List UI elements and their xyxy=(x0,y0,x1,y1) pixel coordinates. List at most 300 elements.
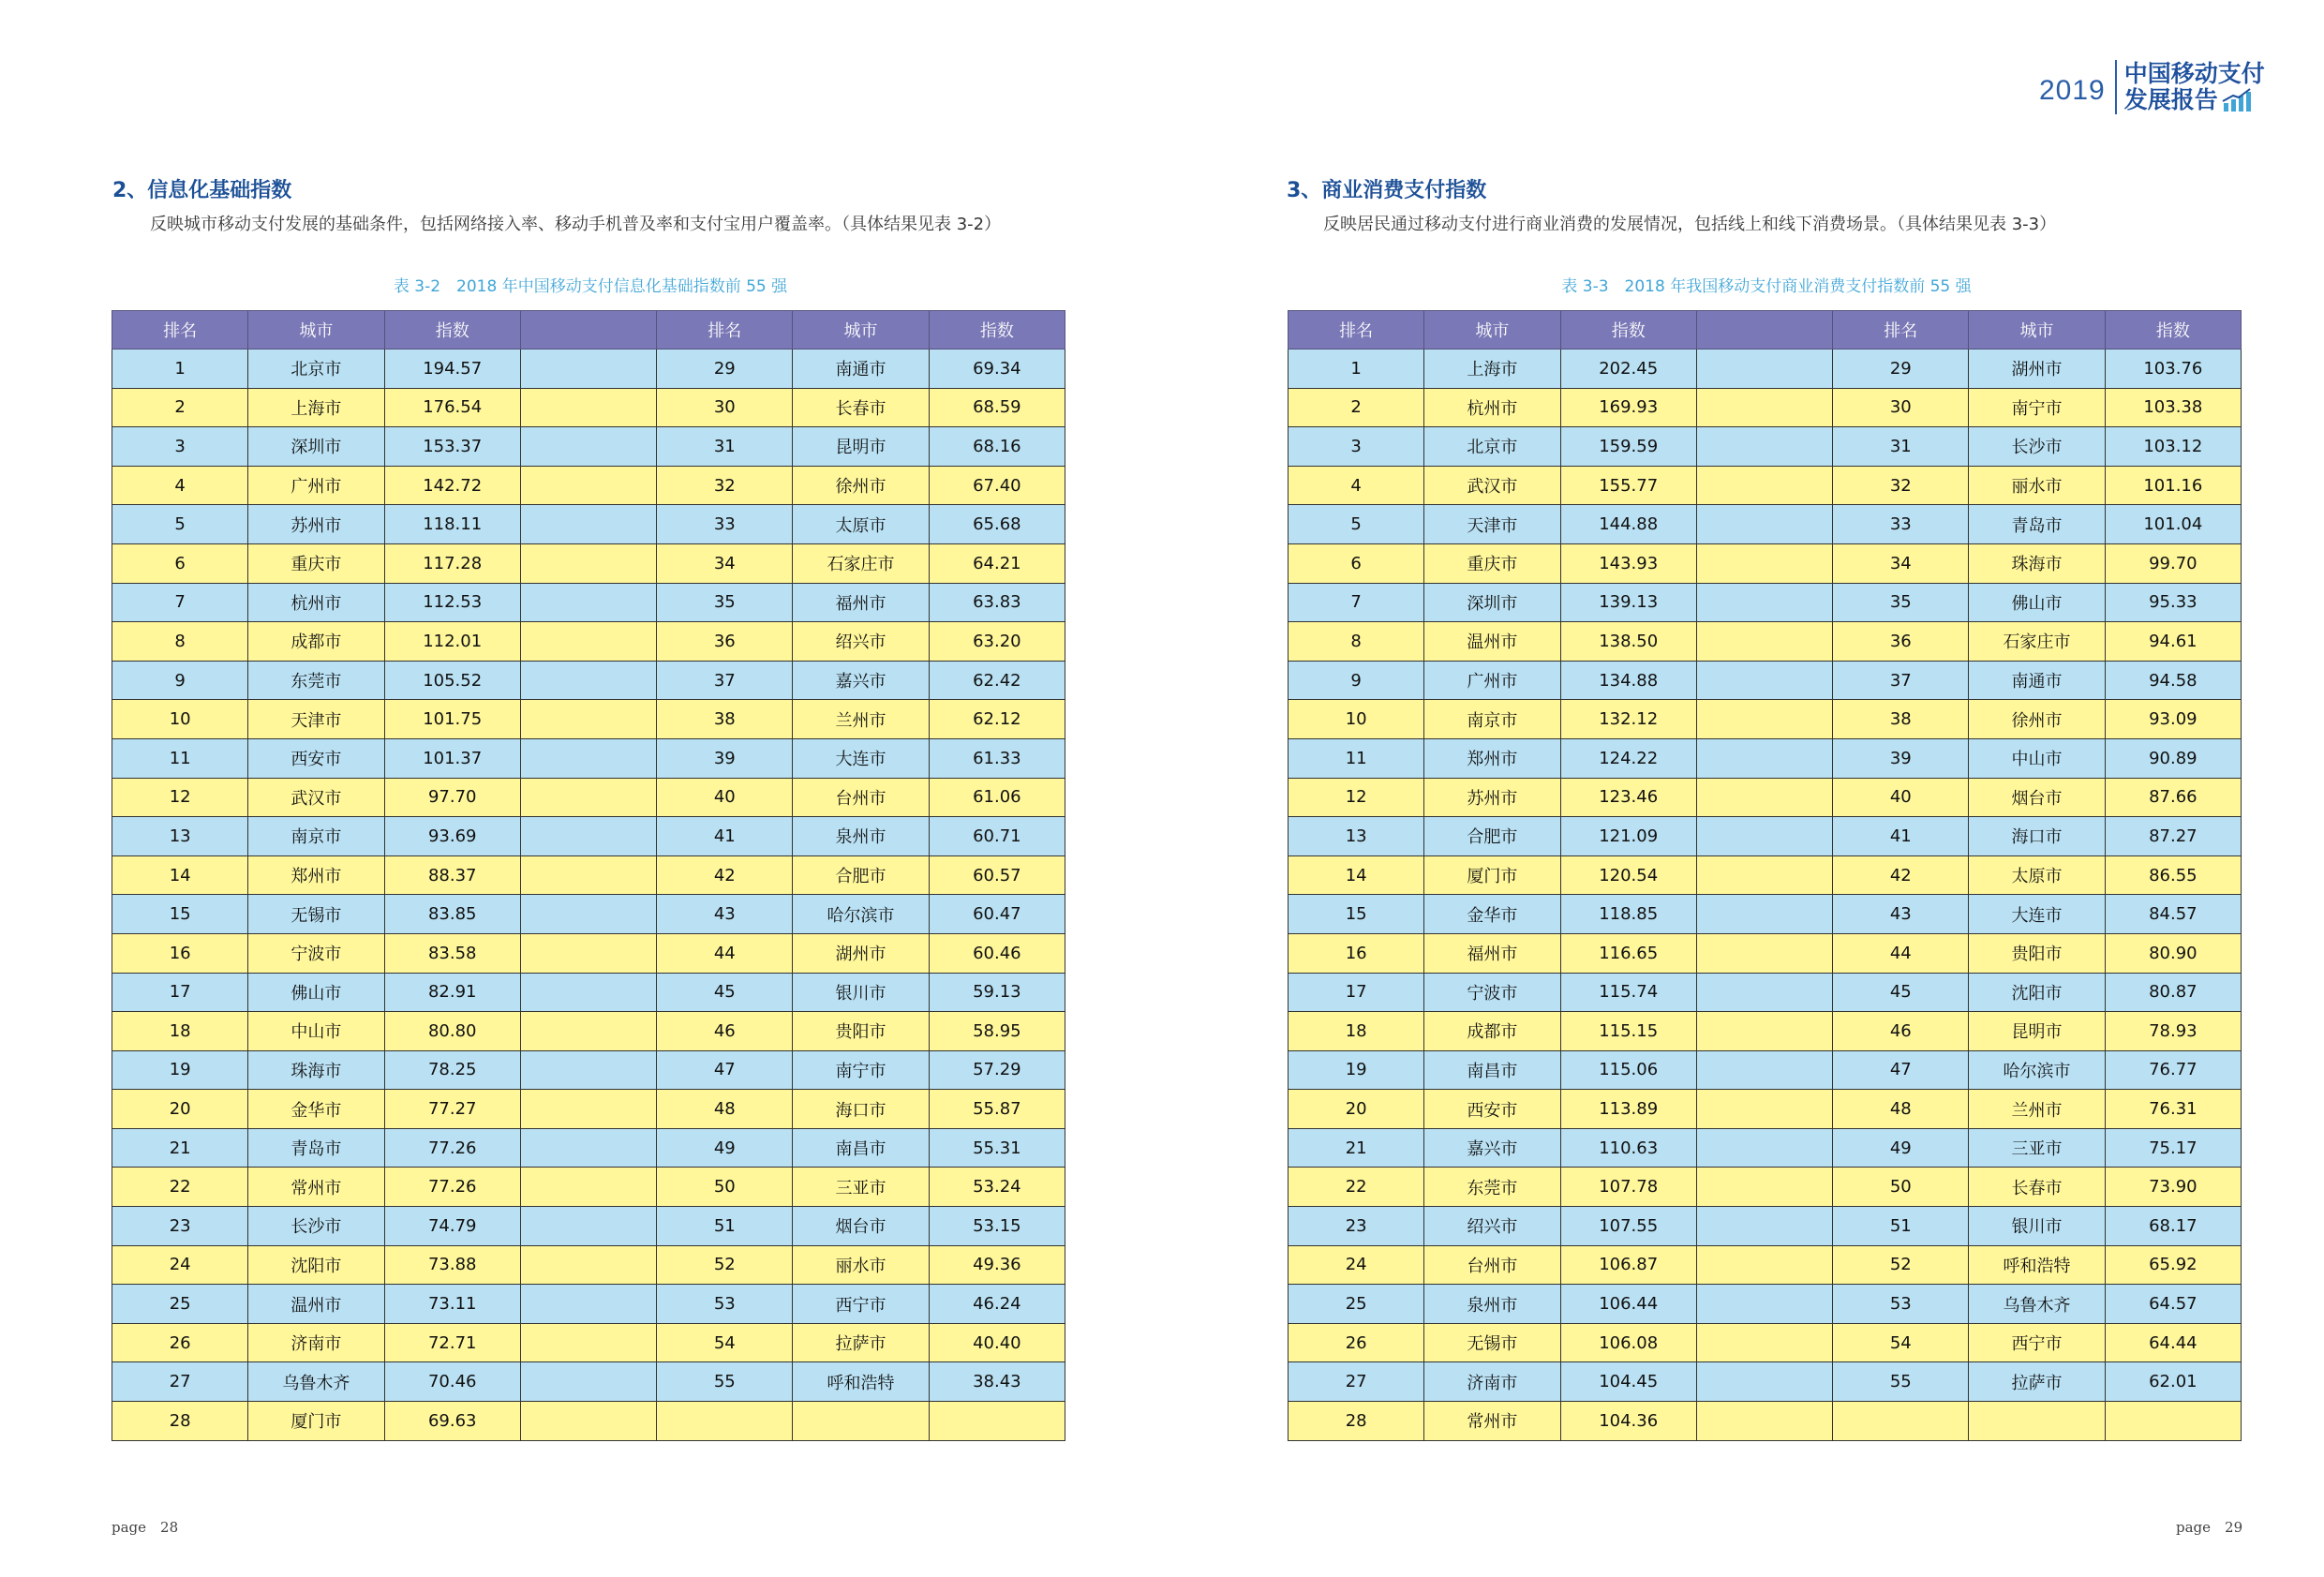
table-header-row xyxy=(112,311,1065,350)
table-cell: 83.85 xyxy=(384,895,520,934)
table-cell xyxy=(520,1128,656,1168)
logo-title-line2: 发展报告 xyxy=(2123,86,2218,113)
table-cell: 31 xyxy=(1833,427,1969,467)
table-cell: 55.87 xyxy=(929,1090,1065,1129)
table-cell: 32 xyxy=(657,466,793,505)
table-cell: 155.77 xyxy=(1560,466,1696,505)
table-cell: 福州市 xyxy=(1424,933,1560,973)
table-cell xyxy=(520,1012,656,1051)
table-cell: 120.54 xyxy=(1560,855,1696,895)
table-row xyxy=(1289,622,2242,662)
table-cell: 112.01 xyxy=(384,622,520,662)
table-row xyxy=(112,1245,1065,1285)
table-cell: 144.88 xyxy=(1560,505,1696,544)
table-row xyxy=(1289,427,2242,467)
table-cell: 50 xyxy=(1833,1168,1969,1207)
table-cell: 132.12 xyxy=(1560,700,1696,739)
table-cell: 18 xyxy=(112,1012,248,1051)
column-header xyxy=(1696,311,1832,350)
table-cell: 昆明市 xyxy=(793,427,929,467)
table-cell: 94.61 xyxy=(2105,622,2241,662)
table-cell: 济南市 xyxy=(1424,1362,1560,1402)
table-cell: 101.75 xyxy=(384,700,520,739)
table-cell: 3 xyxy=(1289,427,1424,467)
table-cell xyxy=(520,1285,656,1324)
table-row xyxy=(1289,466,2242,505)
table-cell: 厦门市 xyxy=(1424,855,1560,895)
table-cell: 103.76 xyxy=(2105,350,2241,389)
table-cell: 121.09 xyxy=(1560,817,1696,856)
table-row xyxy=(112,1362,1065,1402)
table-cell xyxy=(1696,1323,1832,1362)
table-cell: 烟台市 xyxy=(1969,778,2105,817)
table-row xyxy=(112,933,1065,973)
table-cell: 17 xyxy=(112,973,248,1012)
table-cell: 13 xyxy=(1289,817,1424,856)
table-row xyxy=(1289,505,2242,544)
table-cell: 104.36 xyxy=(1560,1402,1696,1441)
table-cell: 106.08 xyxy=(1560,1323,1696,1362)
table-cell: 101.16 xyxy=(2105,466,2241,505)
table-cell: 55 xyxy=(1833,1362,1969,1402)
table-cell: 大连市 xyxy=(793,738,929,778)
table-cell xyxy=(520,700,656,739)
table-cell xyxy=(520,1402,656,1441)
table-cell xyxy=(520,388,656,427)
table-row xyxy=(112,1323,1065,1362)
table-cell: 49.36 xyxy=(929,1245,1065,1285)
table-cell: 南京市 xyxy=(248,817,384,856)
table-cell: 23 xyxy=(1289,1207,1424,1246)
table-cell: 101.37 xyxy=(384,738,520,778)
table-cell: 金华市 xyxy=(248,1090,384,1129)
table-cell: 2 xyxy=(112,388,248,427)
table-cell: 70.46 xyxy=(384,1362,520,1402)
table-cell: 19 xyxy=(1289,1050,1424,1090)
table-cell: 东莞市 xyxy=(248,661,384,700)
table-cell: 84.57 xyxy=(2105,895,2241,934)
column-header: 排名 xyxy=(1289,311,1424,350)
table-row xyxy=(1289,1323,2242,1362)
table-cell: 46 xyxy=(1833,1012,1969,1051)
table-cell: 53 xyxy=(1833,1285,1969,1324)
table-cell: 75.17 xyxy=(2105,1128,2241,1168)
table-cell xyxy=(1696,505,1832,544)
table-cell xyxy=(520,1050,656,1090)
table-cell: 11 xyxy=(112,738,248,778)
table-cell: 63.20 xyxy=(929,622,1065,662)
table-cell xyxy=(520,466,656,505)
column-header: 指数 xyxy=(2105,311,2241,350)
table-row xyxy=(1289,973,2242,1012)
table-cell: 大连市 xyxy=(1969,895,2105,934)
table-cell: 西宁市 xyxy=(793,1285,929,1324)
table-cell: 湖州市 xyxy=(793,933,929,973)
right-table-body xyxy=(1289,350,2242,1441)
table-cell xyxy=(1696,933,1832,973)
table-row xyxy=(1289,350,2242,389)
table-cell: 上海市 xyxy=(1424,350,1560,389)
table-cell: 58.95 xyxy=(929,1012,1065,1051)
table-row xyxy=(1289,1168,2242,1207)
table-cell xyxy=(1696,1168,1832,1207)
table-cell: 73.90 xyxy=(2105,1168,2241,1207)
table-cell: 77.26 xyxy=(384,1168,520,1207)
table-cell: 3 xyxy=(112,427,248,467)
table-cell: 80.90 xyxy=(2105,933,2241,973)
table-cell: 83.58 xyxy=(384,933,520,973)
table-row xyxy=(1289,700,2242,739)
table-cell: 沈阳市 xyxy=(248,1245,384,1285)
table-cell: 20 xyxy=(112,1090,248,1129)
table-cell: 64.44 xyxy=(2105,1323,2241,1362)
table-cell: 台州市 xyxy=(793,778,929,817)
table-cell: 27 xyxy=(1289,1362,1424,1402)
table-cell: 53 xyxy=(657,1285,793,1324)
table-cell xyxy=(520,933,656,973)
table-cell: 55 xyxy=(657,1362,793,1402)
table-cell: 10 xyxy=(1289,700,1424,739)
table-cell: 40 xyxy=(1833,778,1969,817)
table-cell: 60.57 xyxy=(929,855,1065,895)
table-cell: 74.79 xyxy=(384,1207,520,1246)
table-cell: 46.24 xyxy=(929,1285,1065,1324)
table-row xyxy=(112,661,1065,700)
table-cell: 三亚市 xyxy=(1969,1128,2105,1168)
table-row xyxy=(1289,1285,2242,1324)
table-cell: 泉州市 xyxy=(1424,1285,1560,1324)
table-cell: 39 xyxy=(1833,738,1969,778)
table-cell: 55.31 xyxy=(929,1128,1065,1168)
table-cell xyxy=(1696,738,1832,778)
table-cell: 26 xyxy=(1289,1323,1424,1362)
column-header: 指数 xyxy=(929,311,1065,350)
table-cell: 41 xyxy=(657,817,793,856)
table-cell: 194.57 xyxy=(384,350,520,389)
table-cell: 长沙市 xyxy=(1969,427,2105,467)
table-cell: 41 xyxy=(1833,817,1969,856)
table-cell: 丽水市 xyxy=(1969,466,2105,505)
bar-chart-icon xyxy=(2222,88,2252,112)
table-row xyxy=(1289,1090,2242,1129)
table-cell: 35 xyxy=(1833,583,1969,622)
table-cell: 153.37 xyxy=(384,427,520,467)
table-cell: 18 xyxy=(1289,1012,1424,1051)
table-cell: 成都市 xyxy=(248,622,384,662)
table-cell: 合肥市 xyxy=(793,855,929,895)
table-cell: 37 xyxy=(1833,661,1969,700)
table-cell: 115.06 xyxy=(1560,1050,1696,1090)
table-cell: 合肥市 xyxy=(1424,817,1560,856)
table-cell: 61.33 xyxy=(929,738,1065,778)
table-cell xyxy=(1696,466,1832,505)
table-cell: 77.27 xyxy=(384,1090,520,1129)
table-cell xyxy=(520,738,656,778)
table-cell: 24 xyxy=(1289,1245,1424,1285)
table-row xyxy=(112,1128,1065,1168)
table-cell: 93.69 xyxy=(384,817,520,856)
table-cell: 67.40 xyxy=(929,466,1065,505)
table-row xyxy=(1289,1050,2242,1090)
table-cell xyxy=(929,1402,1065,1441)
table-cell: 广州市 xyxy=(248,466,384,505)
table-cell: 80.87 xyxy=(2105,973,2241,1012)
table-cell: 重庆市 xyxy=(1424,543,1560,583)
table-cell: 广州市 xyxy=(1424,661,1560,700)
column-header: 城市 xyxy=(1969,311,2105,350)
table-cell: 80.80 xyxy=(384,1012,520,1051)
table-cell: 南通市 xyxy=(1969,661,2105,700)
table-cell: 济南市 xyxy=(248,1323,384,1362)
table-cell: 海口市 xyxy=(793,1090,929,1129)
table-cell xyxy=(520,583,656,622)
table-cell: 16 xyxy=(112,933,248,973)
table-cell: 82.91 xyxy=(384,973,520,1012)
table-cell xyxy=(520,895,656,934)
table-cell xyxy=(520,543,656,583)
table-cell: 29 xyxy=(1833,350,1969,389)
column-header: 指数 xyxy=(384,311,520,350)
page-number-left: page 28 xyxy=(112,1519,179,1536)
table-cell: 深圳市 xyxy=(248,427,384,467)
table-cell: 90.89 xyxy=(2105,738,2241,778)
table-row xyxy=(112,817,1065,856)
table-cell: 53.15 xyxy=(929,1207,1065,1246)
table-cell: 87.66 xyxy=(2105,778,2241,817)
table-cell: 62.01 xyxy=(2105,1362,2241,1402)
table-cell: 贵阳市 xyxy=(793,1012,929,1051)
table-cell: 99.70 xyxy=(2105,543,2241,583)
left-table-caption: 表 3-2 2018 年中国移动支付信息化基础指数前 55 强 xyxy=(393,277,788,296)
table-cell: 104.45 xyxy=(1560,1362,1696,1402)
table-cell: 14 xyxy=(112,855,248,895)
table-cell: 15 xyxy=(112,895,248,934)
table-cell xyxy=(520,622,656,662)
table-cell: 25 xyxy=(112,1285,248,1324)
table-cell: 27 xyxy=(112,1362,248,1402)
table-cell: 2 xyxy=(1289,388,1424,427)
table-cell xyxy=(520,973,656,1012)
table-cell xyxy=(520,1362,656,1402)
table-row xyxy=(112,855,1065,895)
table-cell: 48 xyxy=(1833,1090,1969,1129)
table-cell: 57.29 xyxy=(929,1050,1065,1090)
table-row xyxy=(112,1012,1065,1051)
table-row xyxy=(1289,1402,2242,1441)
left-table-body xyxy=(112,350,1065,1441)
table-cell: 139.13 xyxy=(1560,583,1696,622)
table-cell: 深圳市 xyxy=(1424,583,1560,622)
table-cell: 珠海市 xyxy=(1969,543,2105,583)
table-cell: 拉萨市 xyxy=(793,1323,929,1362)
table-cell: 4 xyxy=(112,466,248,505)
right-table-caption: 表 3-3 2018 年我国移动支付商业消费支付指数前 55 强 xyxy=(1561,277,1972,296)
table-row xyxy=(112,388,1065,427)
table-cell: 60.47 xyxy=(929,895,1065,934)
table-row xyxy=(1289,1128,2242,1168)
table-cell: 50 xyxy=(657,1168,793,1207)
table-cell: 35 xyxy=(657,583,793,622)
table-cell: 93.09 xyxy=(2105,700,2241,739)
table-cell: 59.13 xyxy=(929,973,1065,1012)
table-cell: 南昌市 xyxy=(793,1128,929,1168)
table-row xyxy=(112,350,1065,389)
table-cell: 6 xyxy=(112,543,248,583)
table-cell: 4 xyxy=(1289,466,1424,505)
table-cell: 徐州市 xyxy=(1969,700,2105,739)
table-cell: 103.12 xyxy=(2105,427,2241,467)
logo-title xyxy=(2124,61,2265,113)
table-row xyxy=(1289,543,2242,583)
table-cell: 无锡市 xyxy=(248,895,384,934)
table-cell: 113.89 xyxy=(1560,1090,1696,1129)
table-cell: 青岛市 xyxy=(248,1128,384,1168)
table-cell: 厦门市 xyxy=(248,1402,384,1441)
table-cell: 14 xyxy=(1289,855,1424,895)
table-cell: 西安市 xyxy=(1424,1090,1560,1129)
table-cell: 7 xyxy=(112,583,248,622)
table-cell xyxy=(1696,778,1832,817)
table-row xyxy=(112,1207,1065,1246)
table-cell: 8 xyxy=(112,622,248,662)
table-cell: 73.11 xyxy=(384,1285,520,1324)
table-cell: 88.37 xyxy=(384,855,520,895)
table-cell: 43 xyxy=(1833,895,1969,934)
table-cell: 101.04 xyxy=(2105,505,2241,544)
table-cell: 65.68 xyxy=(929,505,1065,544)
table-cell: 天津市 xyxy=(1424,505,1560,544)
column-header: 城市 xyxy=(1424,311,1560,350)
table-cell: 19 xyxy=(112,1050,248,1090)
table-cell: 呼和浩特 xyxy=(793,1362,929,1402)
table-cell xyxy=(520,778,656,817)
table-cell: 62.42 xyxy=(929,661,1065,700)
table-cell: 嘉兴市 xyxy=(793,661,929,700)
table-cell xyxy=(1696,1050,1832,1090)
table-cell: 142.72 xyxy=(384,466,520,505)
table-cell: 16 xyxy=(1289,933,1424,973)
table-row xyxy=(1289,388,2242,427)
table-row xyxy=(112,1050,1065,1090)
table-cell xyxy=(520,1168,656,1207)
table-row xyxy=(112,622,1065,662)
table-cell: 5 xyxy=(1289,505,1424,544)
table-cell: 49 xyxy=(657,1128,793,1168)
table-cell: 143.93 xyxy=(1560,543,1696,583)
table-row xyxy=(1289,895,2242,934)
right-ranking-table xyxy=(1288,310,2242,1441)
table-cell xyxy=(520,855,656,895)
table-cell: 23 xyxy=(112,1207,248,1246)
table-cell: 68.59 xyxy=(929,388,1065,427)
table-cell xyxy=(1696,1090,1832,1129)
table-cell: 72.71 xyxy=(384,1323,520,1362)
table-cell: 51 xyxy=(1833,1207,1969,1246)
table-cell: 1 xyxy=(1289,350,1424,389)
table-cell xyxy=(1696,700,1832,739)
table-cell xyxy=(1696,350,1832,389)
table-cell: 石家庄市 xyxy=(793,543,929,583)
table-cell: 45 xyxy=(657,973,793,1012)
table-cell xyxy=(1696,895,1832,934)
table-cell: 62.12 xyxy=(929,700,1065,739)
table-cell: 中山市 xyxy=(1969,738,2105,778)
table-cell: 武汉市 xyxy=(1424,466,1560,505)
logo-year: 2019 xyxy=(2039,75,2106,106)
table-cell: 12 xyxy=(1289,778,1424,817)
table-row xyxy=(112,973,1065,1012)
table-row xyxy=(1289,778,2242,817)
table-row xyxy=(1289,661,2242,700)
table-cell: 25 xyxy=(1289,1285,1424,1324)
table-cell: 134.88 xyxy=(1560,661,1696,700)
table-cell: 95.33 xyxy=(2105,583,2241,622)
table-cell: 1 xyxy=(112,350,248,389)
table-cell: 49 xyxy=(1833,1128,1969,1168)
table-cell: 武汉市 xyxy=(248,778,384,817)
table-cell: 长沙市 xyxy=(248,1207,384,1246)
table-cell: 福州市 xyxy=(793,583,929,622)
table-cell: 哈尔滨市 xyxy=(1969,1050,2105,1090)
table-cell xyxy=(1696,1362,1832,1402)
table-cell: 40 xyxy=(657,778,793,817)
table-cell: 15 xyxy=(1289,895,1424,934)
table-cell: 38 xyxy=(1833,700,1969,739)
table-cell: 12 xyxy=(112,778,248,817)
table-cell: 77.26 xyxy=(384,1128,520,1168)
table-cell: 南昌市 xyxy=(1424,1050,1560,1090)
column-header xyxy=(520,311,656,350)
column-header: 排名 xyxy=(1833,311,1969,350)
table-cell: 176.54 xyxy=(384,388,520,427)
table-cell: 112.53 xyxy=(384,583,520,622)
table-row xyxy=(1289,1012,2242,1051)
table-cell: 佛山市 xyxy=(248,973,384,1012)
table-cell: 39 xyxy=(657,738,793,778)
table-cell: 郑州市 xyxy=(248,855,384,895)
table-cell: 长春市 xyxy=(793,388,929,427)
table-cell: 南宁市 xyxy=(793,1050,929,1090)
table-cell: 32 xyxy=(1833,466,1969,505)
table-cell: 86.55 xyxy=(2105,855,2241,895)
table-cell: 138.50 xyxy=(1560,622,1696,662)
table-cell: 123.46 xyxy=(1560,778,1696,817)
table-cell: 107.78 xyxy=(1560,1168,1696,1207)
table-cell: 169.93 xyxy=(1560,388,1696,427)
table-cell: 太原市 xyxy=(1969,855,2105,895)
table-cell: 烟台市 xyxy=(793,1207,929,1246)
table-cell xyxy=(520,1323,656,1362)
table-cell: 南京市 xyxy=(1424,700,1560,739)
table-cell: 107.55 xyxy=(1560,1207,1696,1246)
table-cell: 温州市 xyxy=(248,1285,384,1324)
column-header: 城市 xyxy=(793,311,929,350)
table-cell: 22 xyxy=(112,1168,248,1207)
table-cell xyxy=(1833,1402,1969,1441)
table-cell: 30 xyxy=(1833,388,1969,427)
table-cell: 泉州市 xyxy=(793,817,929,856)
table-row xyxy=(1289,817,2242,856)
table-cell xyxy=(520,1245,656,1285)
table-cell: 10 xyxy=(112,700,248,739)
table-cell: 60.46 xyxy=(929,933,1065,973)
table-cell: 昆明市 xyxy=(1969,1012,2105,1051)
table-cell: 21 xyxy=(1289,1128,1424,1168)
table-cell: 65.92 xyxy=(2105,1245,2241,1285)
table-row xyxy=(1289,855,2242,895)
table-cell: 105.52 xyxy=(384,661,520,700)
table-cell xyxy=(1696,543,1832,583)
